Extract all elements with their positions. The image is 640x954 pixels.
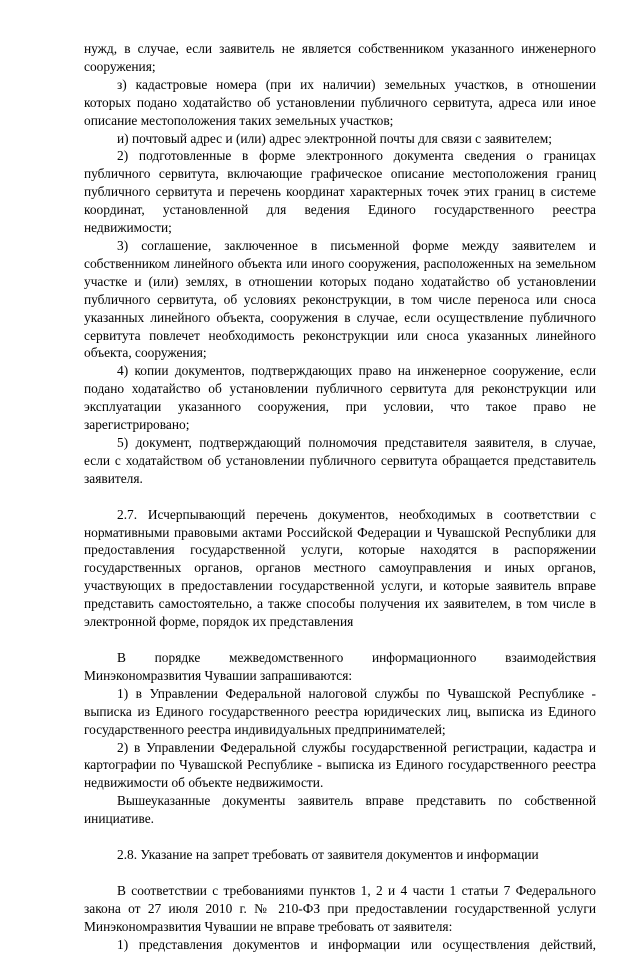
- document-page: [84, 40, 596, 954]
- paragraph-gap: [84, 828, 596, 846]
- paragraph-item-5: 5) документ, подтверждающий полномочия представителя заявителя, в случае, если с ходатайством об установлении публичного сервитута обращается представитель заявителя.: [84, 434, 596, 486]
- section-heading-2-8: 2.8. Указание на запрет требовать от заявителя документов и информации: [117, 847, 539, 863]
- paragraph-item-2: 2) подготовленные в форме электронного документа сведения о границах публичного сервитута, включающие графическое описание местоположения границ публичного сервитута и перечень координат характерных точек этих границ в системе координат, установленной для ведения Единого государственного реестра недвижимости;: [84, 148, 596, 236]
- paragraph-gap: [84, 488, 596, 506]
- paragraph-registration-service: 2) в Управлении Федеральной службы государственной регистрации, кадастра и картографии по Чувашской Республике - выписка из Единого государственного реестра недвижимости об объекте недвижимости.: [84, 739, 596, 791]
- paragraph-tax-service: 1) в Управлении Федеральной налоговой службы по Чувашской Республике - выписка из Единого государственного реестра юридических лиц, выписка из Единого государственного реестра индивидуальных предпринимателей;: [84, 685, 596, 737]
- paragraph-item-3: 3) соглашение, заключенное в письменной форме между заявителем и собственником линейного объекта или иного сооружения, расположенных на земельном участке и (или) землях, в отношении которых подано ходатайство об установлении публичного сервитута, об условиях реконструкции, в том числе переноса или сноса указанных линейного объекта, сооружения в случае, если осуществление публичного сервитута повлечет необходимость реконструкции или сноса указанных линейного объекта, сооружения;: [84, 237, 596, 361]
- paragraph-cadastral-numbers: з) кадастровые номера (при их наличии) земельных участков, в отношении которых подано ходатайство об установлении публичного сервитута, адреса или иное описание местоположения таких земельных участков;: [84, 76, 596, 128]
- paragraph-gap: [84, 864, 596, 882]
- paragraph-continuation: нужд, в случае, если заявитель не является собственником указанного инженерного сооружения;: [84, 41, 596, 74]
- paragraph-own-initiative: Вышеуказанные документы заявитель вправе представить по собственной инициативе.: [84, 793, 596, 827]
- paragraph-postal-address: и) почтовый адрес и (или) адрес электронной почты для связи с заявителем;: [117, 130, 552, 146]
- paragraph-interagency: В порядке межведомственного информационного взаимодействия Минэкономразвития Чувашии запрашиваются:: [84, 650, 596, 683]
- paragraph-gap: [84, 631, 596, 649]
- paragraph-item-4: 4) копии документов, подтверждающих право на инженерное сооружение, если подано ходатайство об установлении публичного сервитута для реконструкции или эксплуатации указанного сооружения, при условии, что такое право не зарегистрировано;: [84, 363, 596, 433]
- paragraph-item-1-truncated: 1) представления документов и информации или осуществления действий,: [117, 936, 596, 952]
- paragraph-law-requirements: В соответствии с требованиями пунктов 1, 2 и 4 части 1 статьи 7 Федерального закона от 27 июля 2010 г. № 210-ФЗ при предоставлении государственной услуги Минэкономразвития Чувашии не вправе требовать от заявителя:: [84, 882, 596, 934]
- section-heading-2-7: 2.7. Исчерпывающий перечень документов, необходимых в соответствии с нормативными правовыми актами Российской Федерации и Чувашской Республики для предоставления государственной услуги, которые находятся в распоряжении государственных органов, органов местного самоуправления и иных органов, участвующих в предоставлении государственной услуги, и которые заявитель вправе представить самостоятельно, а также способы получения их заявителем, в том числе в электронной форме, порядок их представления: [84, 506, 596, 630]
